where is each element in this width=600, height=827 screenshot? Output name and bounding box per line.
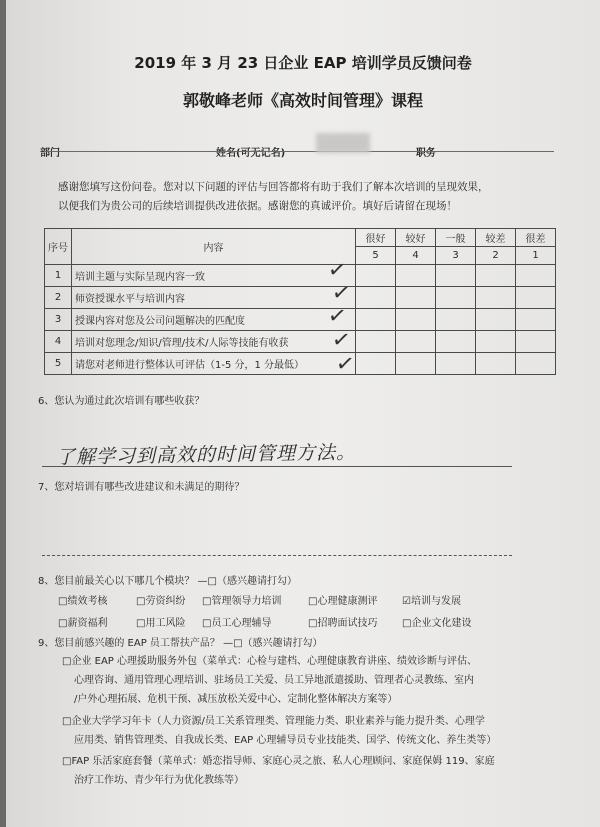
rating-table <box>44 228 556 375</box>
score-4: 4 <box>396 247 436 265</box>
score-1: 1 <box>516 247 556 265</box>
checkmark-icon: ✓ <box>326 302 349 331</box>
position-label: 职务 <box>416 148 436 159</box>
respondent-fields <box>40 144 560 158</box>
score-2: 2 <box>476 247 516 265</box>
question-6: 6、您认为通过此次培训有哪些收获？ <box>38 396 205 407</box>
checkmark-icon: ✓ <box>330 279 353 308</box>
col-3: 一般 <box>436 229 476 247</box>
question-7: 7、您对培训有哪些改进建议和未满足的期待？ <box>38 482 245 493</box>
checkmark-icon: ✓ <box>326 256 349 285</box>
fields-underline <box>44 151 554 152</box>
question-9: 9、您目前感兴趣的 EAP 员工帮扶产品？ —□（感兴趣请打勾） <box>38 638 323 649</box>
option-performance[interactable]: □绩效考核 <box>58 596 108 607</box>
col-5: 很好 <box>356 229 396 247</box>
answer-line <box>42 466 512 467</box>
col-2: 较差 <box>476 229 516 247</box>
option-leadership[interactable]: □管理领导力培训 <box>202 596 282 607</box>
intro-line-2: 以便我们为贵公司的后续培训提供改进依据。感谢您的真诚评价。填好后请留在现场！ <box>58 200 457 212</box>
answer-line <box>42 555 512 556</box>
intro-line-1: 感谢您填写这份问卷。您对以下问题的评估与回答都将有助于我们了解本次培训的呈现效果， <box>58 181 489 193</box>
option-training[interactable]: ☑培训与发展 <box>402 596 461 607</box>
table-row: 5 请您对老师进行整体认可评估（1-5 分，1 分最低） <box>45 353 556 375</box>
option-counseling[interactable]: □员工心理辅导 <box>202 618 272 629</box>
product-corporate-university[interactable]: □企业大学学习年卡（人力资源/员工关系管理类、管理能力类、职业素养与能力提升类、心理学 应用类、销售管理类、自我成长类、EAP 心理辅导员专业技能类、国学、传统文化、养生类等） <box>62 716 497 746</box>
col-content: 内容 <box>72 229 356 265</box>
col-1: 很差 <box>516 229 556 247</box>
table-row: 1 培训主题与实际呈现内容一致 <box>45 265 556 287</box>
department-label: 部门 <box>40 148 60 159</box>
option-salary[interactable]: □薪资福利 <box>58 618 108 629</box>
table-row: 2 师资授课水平与培训内容 <box>45 287 556 309</box>
table-row: 3 授课内容对您及公司问题解决的匹配度 <box>45 309 556 331</box>
redacted-name <box>316 133 370 153</box>
intro-text <box>58 178 548 216</box>
score-5: 5 <box>356 247 396 265</box>
handwritten-answer[interactable]: 了解学习到高效的时间管理方法。 <box>55 441 357 469</box>
name-label: 姓名(可无记名) <box>216 148 286 159</box>
table-row: 4 培训对您理念/知识/管理/技术/人际等技能有收获 <box>45 331 556 353</box>
col-4: 较好 <box>396 229 436 247</box>
score-3: 3 <box>436 247 476 265</box>
course-title: 郭敬峰老师《高效时间管理》课程 <box>182 91 423 110</box>
question-8: 8、您目前最关心以下哪几个模块？ —□（感兴趣请打勾） <box>38 576 297 587</box>
product-eap-outsourcing[interactable]: □企业 EAP 心理援助服务外包（菜单式：心检与建档、心理健康教育讲座、绩效诊断与评估、 心理咨询、通用管理心理培训、驻场员工关爱、员工异地派遣援助、管理者心灵教练、室内 /户外心理拓展、危机干预、减压放松关爱中心、定制化整体解决方案等） <box>62 656 477 705</box>
option-recruiting[interactable]: □招聘面试技巧 <box>308 618 378 629</box>
checkmark-icon: ✓ <box>334 350 357 379</box>
option-culture[interactable]: □企业文化建设 <box>402 618 472 629</box>
checkmark-icon: ✓ <box>330 326 353 355</box>
product-family-package[interactable]: □FAP 乐活家庭套餐（菜单式：婚恋指导师、家庭心灵之旅、私人心理顾问、家庭保姆 119、家庭 治疗工作坊、青少年行为优化教练等） <box>62 756 495 786</box>
questionnaire-sheet <box>6 0 600 827</box>
option-employment-risk[interactable]: □用工风险 <box>136 618 186 629</box>
questionnaire-title: 2019 年 3 月 23 日企业 EAP 培训学员反馈问卷 <box>134 54 472 72</box>
option-mental-assessment[interactable]: □心理健康测评 <box>308 596 378 607</box>
col-num: 序号 <box>45 229 72 265</box>
option-labor-dispute[interactable]: □劳资纠纷 <box>136 596 186 607</box>
